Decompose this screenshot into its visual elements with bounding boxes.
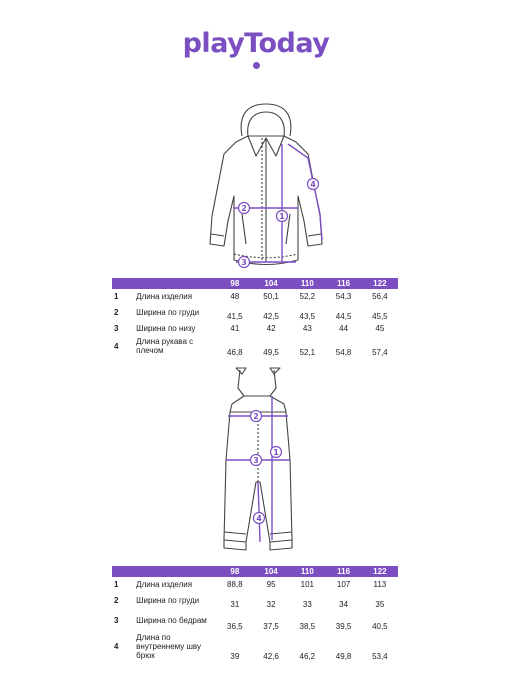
pants-size-header: 116 (325, 566, 361, 577)
jacket-marker-1: 1 (279, 212, 285, 221)
pants-diagram (212, 364, 304, 560)
jacket-hood (241, 104, 291, 136)
cell-value: 113 (373, 579, 387, 589)
row-label: Ширина по бедрам (136, 615, 207, 625)
row-label: Длина рукава с плечом (136, 337, 194, 355)
row-number: 4 (114, 641, 119, 651)
row-label: Ширина по низу (136, 323, 196, 333)
pants-table-row (112, 631, 398, 661)
cell-value: 48 (230, 291, 240, 301)
jacket-table-row (112, 321, 398, 335)
row-number: 2 (114, 307, 119, 317)
row-number: 4 (114, 341, 119, 351)
cell-value: 42 (266, 323, 276, 333)
cell-value: 39 (230, 652, 240, 661)
cell-value: 44 (339, 323, 349, 333)
pants-strap-left (238, 370, 244, 396)
jacket-size-table (112, 278, 398, 357)
cell-value: 42,5 (263, 312, 279, 321)
jacket-diagram (196, 96, 336, 271)
pants-size-table (112, 566, 398, 661)
cell-value: 36,5 (227, 622, 243, 631)
pants-strap-right (270, 370, 276, 396)
cell-value: 45 (375, 323, 385, 333)
pants-marker-1: 1 (273, 448, 279, 457)
cell-value: 95 (266, 579, 276, 589)
cell-value: 52,1 (299, 348, 316, 357)
cell-value: 31 (230, 600, 240, 609)
row-number: 1 (114, 291, 119, 301)
cell-value: 46,8 (227, 348, 243, 357)
cell-value: 57,4 (372, 348, 388, 357)
cell-value: 56,4 (372, 291, 388, 301)
pants-bib (230, 396, 286, 412)
jacket-table-header (112, 278, 398, 289)
cell-value: 32 (266, 600, 276, 609)
row-number: 2 (114, 595, 119, 605)
cell-value: 107 (336, 579, 351, 589)
row-number: 3 (114, 615, 119, 625)
cell-value: 50,1 (263, 291, 279, 301)
cell-value: 39,5 (335, 622, 352, 631)
jacket-table-row (112, 303, 398, 321)
cell-value: 88,8 (227, 579, 243, 589)
cell-value: 42,6 (263, 652, 279, 661)
pants-size-header: 104 (253, 566, 289, 577)
cell-value: 41,5 (227, 312, 243, 321)
jacket-size-header: 104 (253, 278, 289, 289)
jacket-size-header: 122 (362, 278, 398, 289)
cell-value: 52,2 (299, 291, 316, 301)
cell-value: 43,5 (299, 312, 316, 321)
jacket-size-header: 98 (217, 278, 253, 289)
pants-table-row (112, 577, 398, 591)
cell-value: 34 (339, 600, 349, 609)
pants-table-row (112, 591, 398, 609)
pants-size-header: 110 (289, 566, 325, 577)
pants-size-header: 98 (217, 566, 253, 577)
row-label: Длина изделия (136, 291, 193, 301)
brand-logo (0, 28, 512, 59)
row-label: Ширина по груди (136, 595, 200, 605)
pants-size-header: 122 (362, 566, 398, 577)
jacket-size-header: 110 (289, 278, 325, 289)
cell-value: 101 (300, 579, 315, 589)
logo-dot (253, 62, 260, 69)
pants-marker-2: 2 (253, 412, 259, 421)
cell-value: 54,3 (335, 291, 352, 301)
row-number: 3 (114, 323, 119, 333)
jacket-marker-4: 4 (310, 180, 316, 189)
cell-value: 49,5 (263, 348, 279, 357)
pants-marker-3: 3 (253, 456, 259, 465)
pants-table-row (112, 609, 398, 631)
jacket-marker-2: 2 (241, 204, 247, 213)
jacket-marker-3: 3 (241, 258, 247, 267)
cell-value: 40,5 (372, 622, 388, 631)
row-number: 1 (114, 579, 119, 589)
cell-value: 43 (302, 323, 312, 333)
brand-logo-text: playToday (182, 28, 330, 59)
cell-value: 53,4 (372, 652, 388, 661)
row-label: Длина изделия (136, 579, 193, 589)
cell-value: 37,5 (263, 622, 279, 631)
cell-value: 44,5 (335, 312, 352, 321)
jacket-size-header: 116 (325, 278, 361, 289)
cell-value: 33 (302, 600, 312, 609)
jacket-table-row (112, 335, 398, 357)
cell-value: 49,8 (335, 652, 352, 661)
cell-value: 38,5 (299, 622, 316, 631)
row-label: Длина по внутреннему шву брюк (136, 632, 201, 660)
jacket-table-row (112, 289, 398, 303)
cell-value: 46,2 (299, 652, 316, 661)
cell-value: 54,8 (335, 348, 352, 357)
row-label: Ширина по груди (136, 307, 200, 317)
pants-table-header (112, 566, 398, 577)
cell-value: 41 (230, 323, 240, 333)
cell-value: 45,5 (372, 312, 388, 321)
cell-value: 35 (375, 600, 385, 609)
pants-marker-4: 4 (256, 514, 262, 523)
